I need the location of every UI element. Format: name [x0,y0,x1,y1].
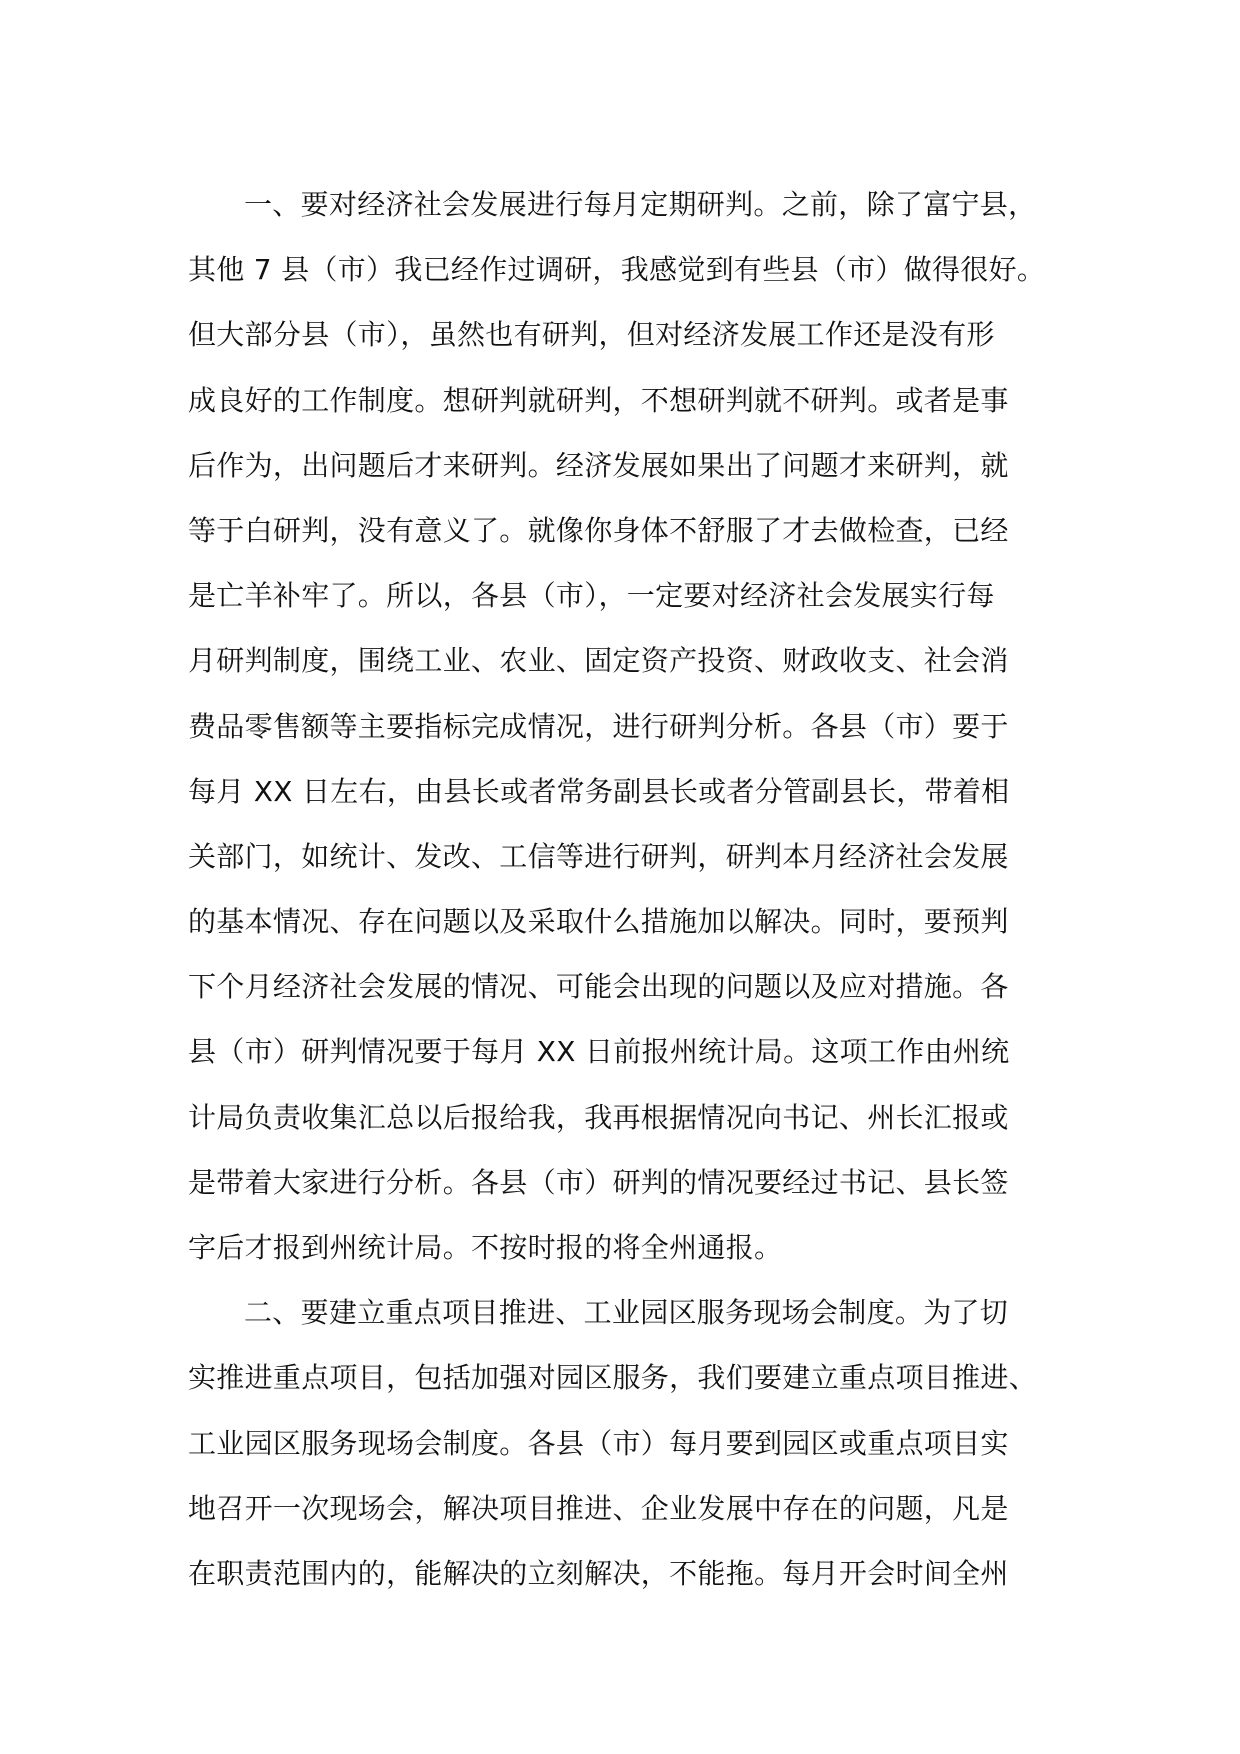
document-body [188,172,1078,1606]
paragraph-1-line-5: 后作为，出问题后才来研判。经济发展如果出了问题才来研判，就 [188,448,1009,482]
paragraph-1-line-14: 县（市）研判情况要于每月 XX 日前报州统计局。这项工作由州统 [188,1035,1010,1069]
paragraph-1-line-4: 成良好的工作制度。想研判就研判，不想研判就不研判。或者是事 [188,383,1009,417]
paragraph-1-line-11: 关部门，如统计、发改、工信等进行研判，研判本月经济社会发展 [188,839,1009,873]
paragraph-2-line-4: 地召开一次现场会，解决项目推进、企业发展中存在的问题，凡是 [188,1491,1009,1525]
paragraph-1-line-17: 字后才报到州统计局。不按时报的将全州通报。 [188,1231,783,1264]
paragraph-1-line-12: 的基本情况、存在问题以及采取什么措施加以解决。同时，要预判 [188,905,1009,939]
paragraph-2-line-2: 实推进重点项目，包括加强对园区服务，我们要建立重点项目推进、 [188,1361,1038,1395]
paragraph-1-line-2: 其他 7 县（市）我已经作过调研，我感觉到有些县（市）做得很好。 [188,253,1046,287]
paragraph-1-line-1: 一、要对经济社会发展进行每月定期研判。之前，除了富宁县， [244,188,1037,221]
paragraph-1-line-8: 月研判制度，围绕工业、农业、固定资产投资、财政收支、社会消 [188,644,1009,678]
paragraph-1-line-7: 是亡羊补牢了。所以，各县（市），一定要对经济社会发展实行每 [188,579,995,613]
paragraph-1-line-13: 下个月经济社会发展的情况、可能会出现的问题以及应对措施。各 [188,970,1009,1004]
paragraph-2-line-3: 工业园区服务现场会制度。各县（市）每月要到园区或重点项目实 [188,1426,1009,1460]
paragraph-2-line-5: 在职责范围内的，能解决的立刻解决，不能拖。每月开会时间全州 [188,1556,1009,1590]
paragraph-2-line-1: 二、要建立重点项目推进、工业园区服务现场会制度。为了切 [244,1296,1009,1330]
paragraph-1-line-15: 计局负责收集汇总以后报给我，我再根据情况向书记、州长汇报或 [188,1100,1009,1134]
paragraph-1-line-3: 但大部分县（市），虽然也有研判，但对经济发展工作还是没有形 [188,318,995,352]
paragraph-1-line-16: 是带着大家进行分析。各县（市）研判的情况要经过书记、县长签 [188,1165,1009,1199]
paragraph-1-line-10: 每月 XX 日左右，由县长或者常务副县长或者分管副县长，带着相 [188,774,1010,808]
paragraph-1-line-6: 等于白研判，没有意义了。就像你身体不舒服了才去做检查，已经 [188,513,1009,547]
paragraph-1-line-9: 费品零售额等主要指标完成情况，进行研判分析。各县（市）要于 [188,709,1009,743]
